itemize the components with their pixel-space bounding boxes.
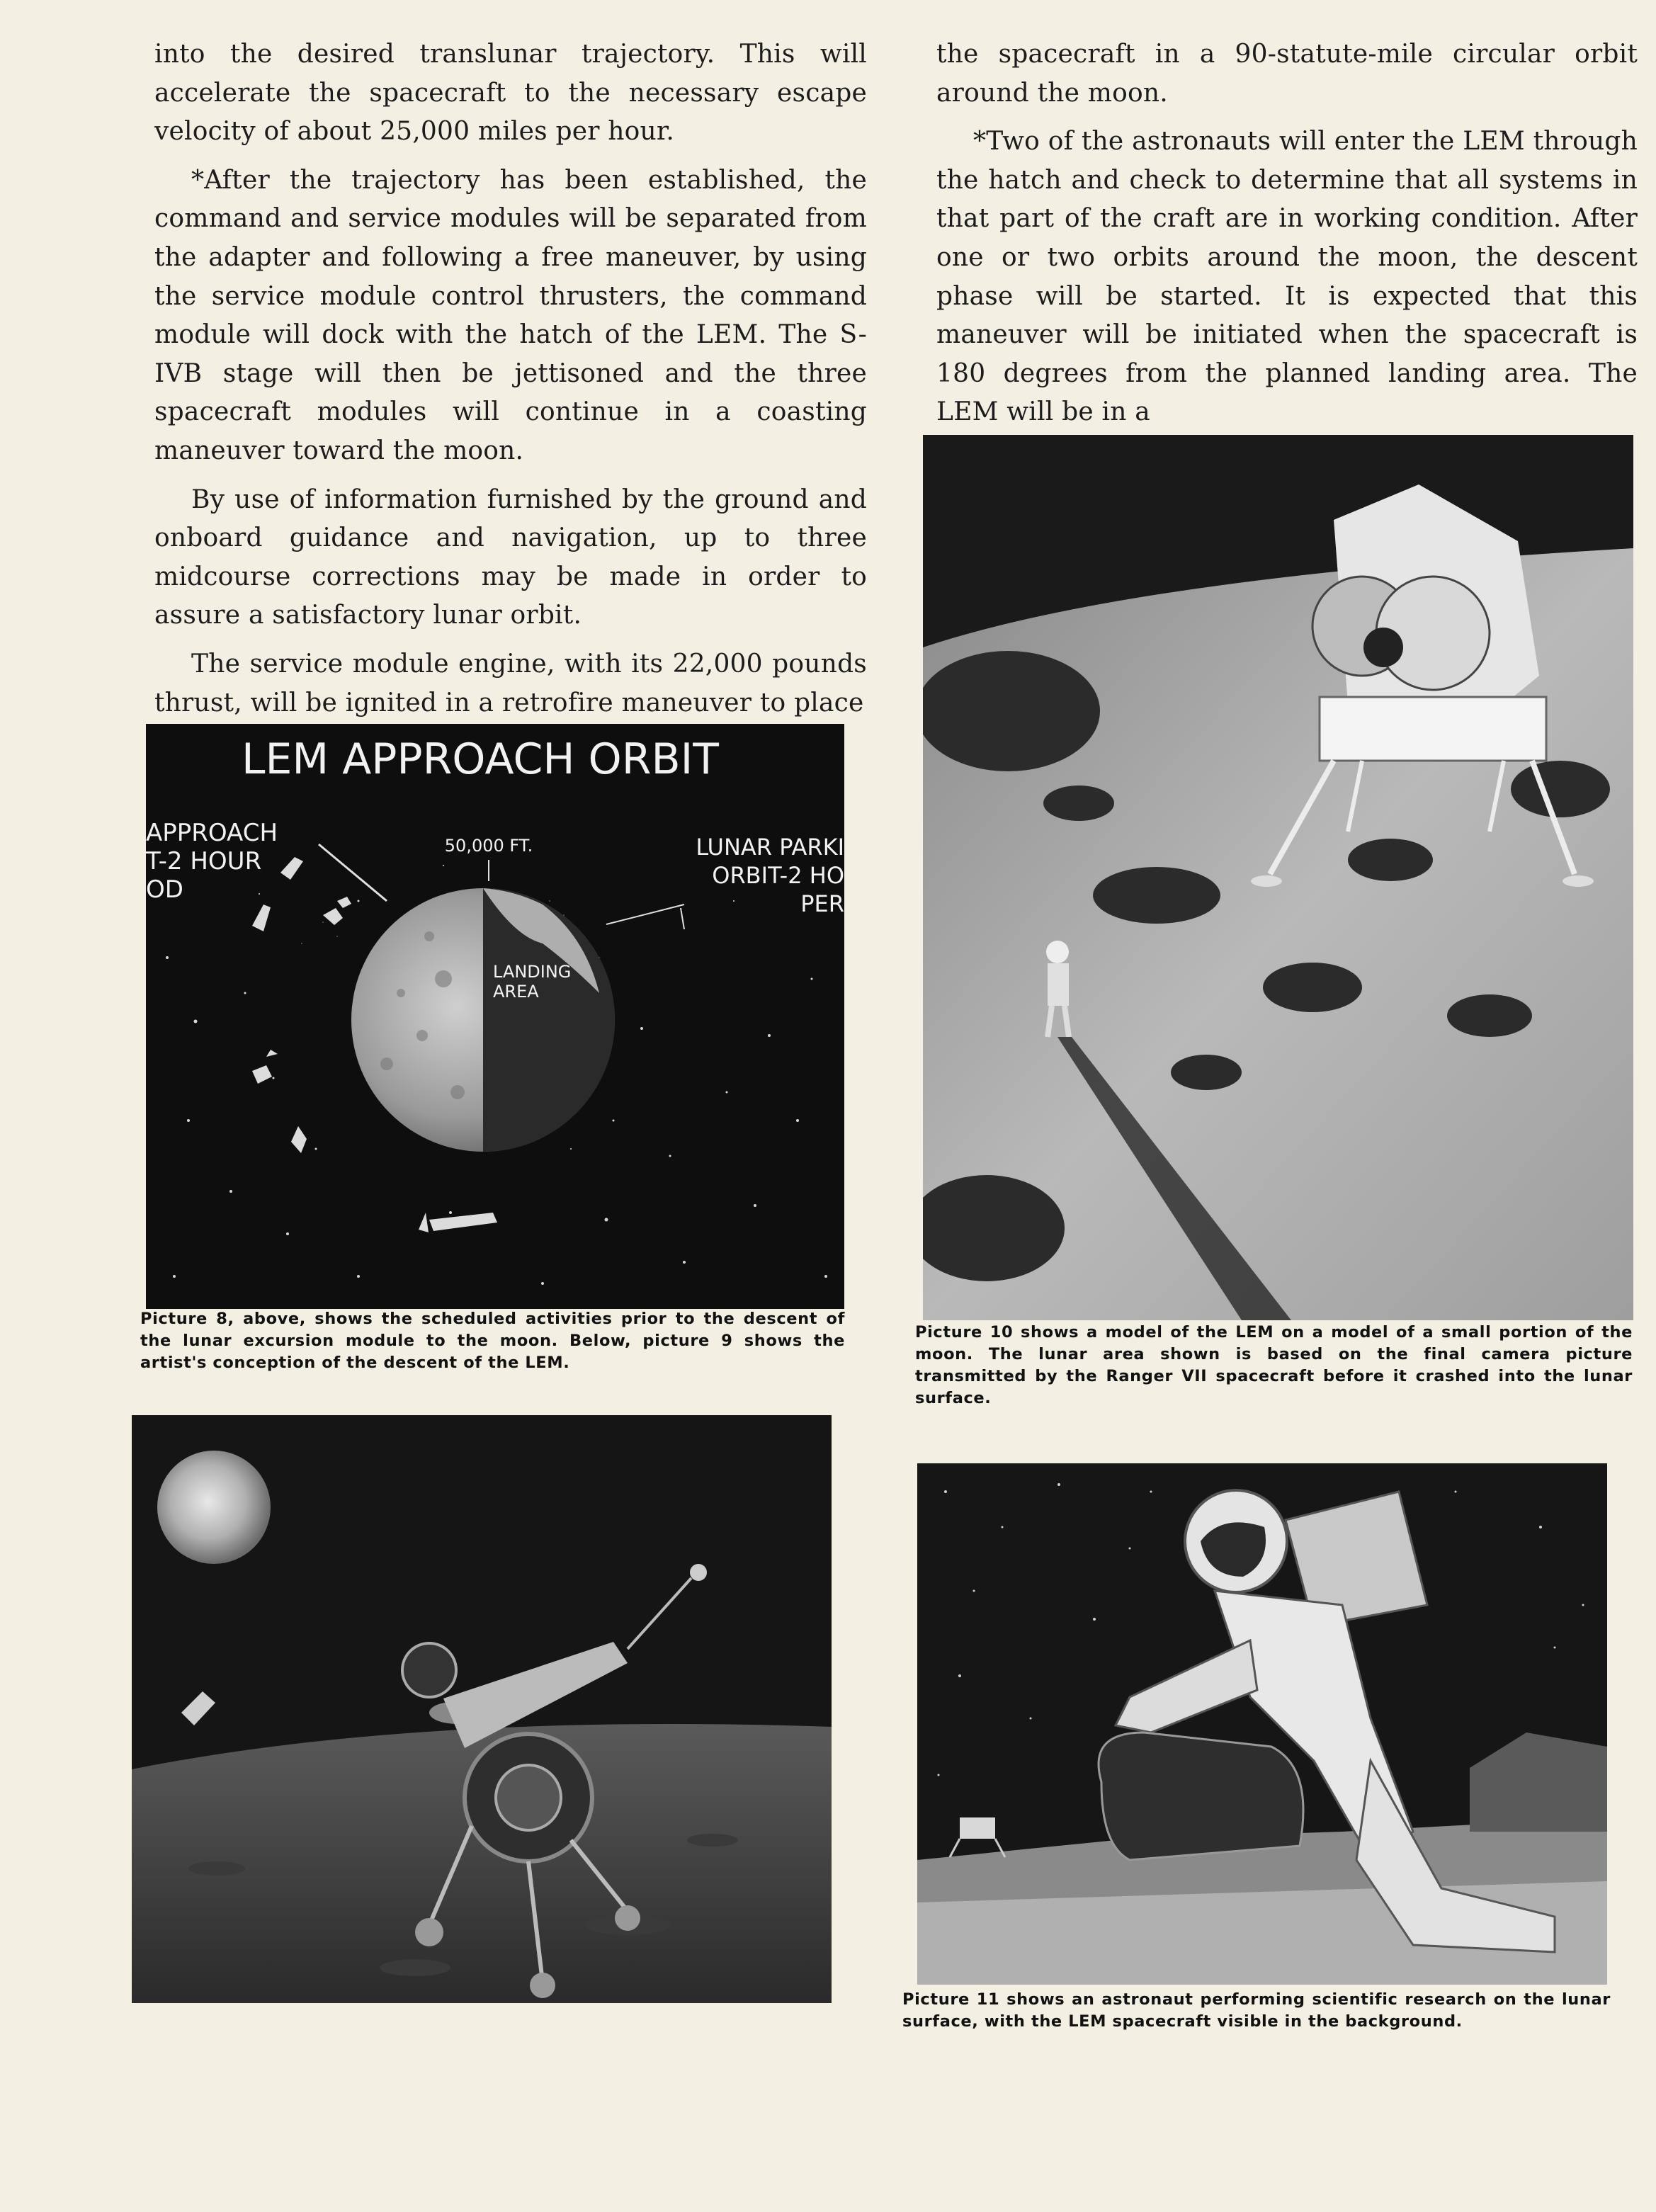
picture-9-lem-descent-illustration (132, 1415, 832, 2003)
caption-picture-11: Picture 11 shows an astronaut performing scientific research on the lunar surface, with the LEM spacecraft visible in the background. (902, 1990, 1611, 2031)
paragraph-descent: *Two of the astronauts will enter the LEM through the hatch and check to determine that all systems in that part of the craft are in working condition. After one or two orbits around the moon, the descent phase will be started. It is expected that this maneuver will be initiated when the spacecraft is 180 degrees from the planned landing area. The LEM will be in a (936, 127, 1638, 427)
diagram-landing-label-2: AREA (493, 982, 539, 1002)
picture-11-astronaut-research-illustration (917, 1463, 1607, 1985)
diagram-left-label-1: APPROACH (146, 819, 278, 847)
diagram-left-label-2: T-2 HOUR (146, 847, 262, 875)
diagram-altitude-label: 50,000 FT. (444, 836, 533, 856)
diagram-left-label-3: OD (146, 875, 183, 904)
paragraph-trajectory: into the desired translunar trajectory. This will accelerate the spacecraft to the necessary escape velocity of about 25,000 miles per hour. (154, 40, 867, 147)
diagram-right-label-3: PER (800, 890, 844, 917)
caption-picture-8: Picture 8, above, shows the scheduled activities prior to the descent of the lunar excursion module to the moon. Below, picture 9 shows the artist's conception of the descent of the LEM. (140, 1310, 845, 1372)
paragraph-lunar-orbit: the spacecraft in a 90-statute-mile circular orbit around the moon. (936, 40, 1638, 108)
picture-8-approach-orbit-diagram (146, 724, 844, 1309)
diagram-right-label-2: ORBIT-2 HO (712, 862, 844, 889)
moon-illustration (351, 888, 615, 1152)
diagram-title: LEM APPROACH ORBIT (242, 735, 719, 784)
paragraph-docking: *After the trajectory has been established, the command and service modules will be separated from the adapter and following a free maneuver, by using the service module control thrusters, the command module will dock with the hatch of the LEM. The S-IVB stage will then be jettisoned and the three spacecraft modules will continue in a coasting maneuver toward the moon. (154, 165, 867, 465)
right-text-column (936, 35, 1638, 432)
earth-icon (157, 1451, 271, 1564)
left-text-column (154, 35, 867, 722)
diagram-right-label-1: LUNAR PARKI (696, 834, 844, 861)
picture-10-lem-model-photo (923, 435, 1633, 1320)
paragraph-midcourse: By use of information furnished by the ground and onboard guidance and navigation, up to three midcourse corrections may be made in order to assure a satisfactory lunar orbit. (154, 484, 867, 630)
paragraph-retrofire: The service module engine, with its 22,000 pounds thrust, will be ignited in a retrofire maneuver to place (154, 649, 867, 718)
caption-picture-10: Picture 10 shows a model of the LEM on a model of a small portion of the moon. The lunar area shown is based on the final camera picture transmitted by the Ranger VII spacecraft before it crashed into the lunar surface. (915, 1323, 1633, 1407)
diagram-landing-label-1: LANDING (493, 962, 572, 982)
